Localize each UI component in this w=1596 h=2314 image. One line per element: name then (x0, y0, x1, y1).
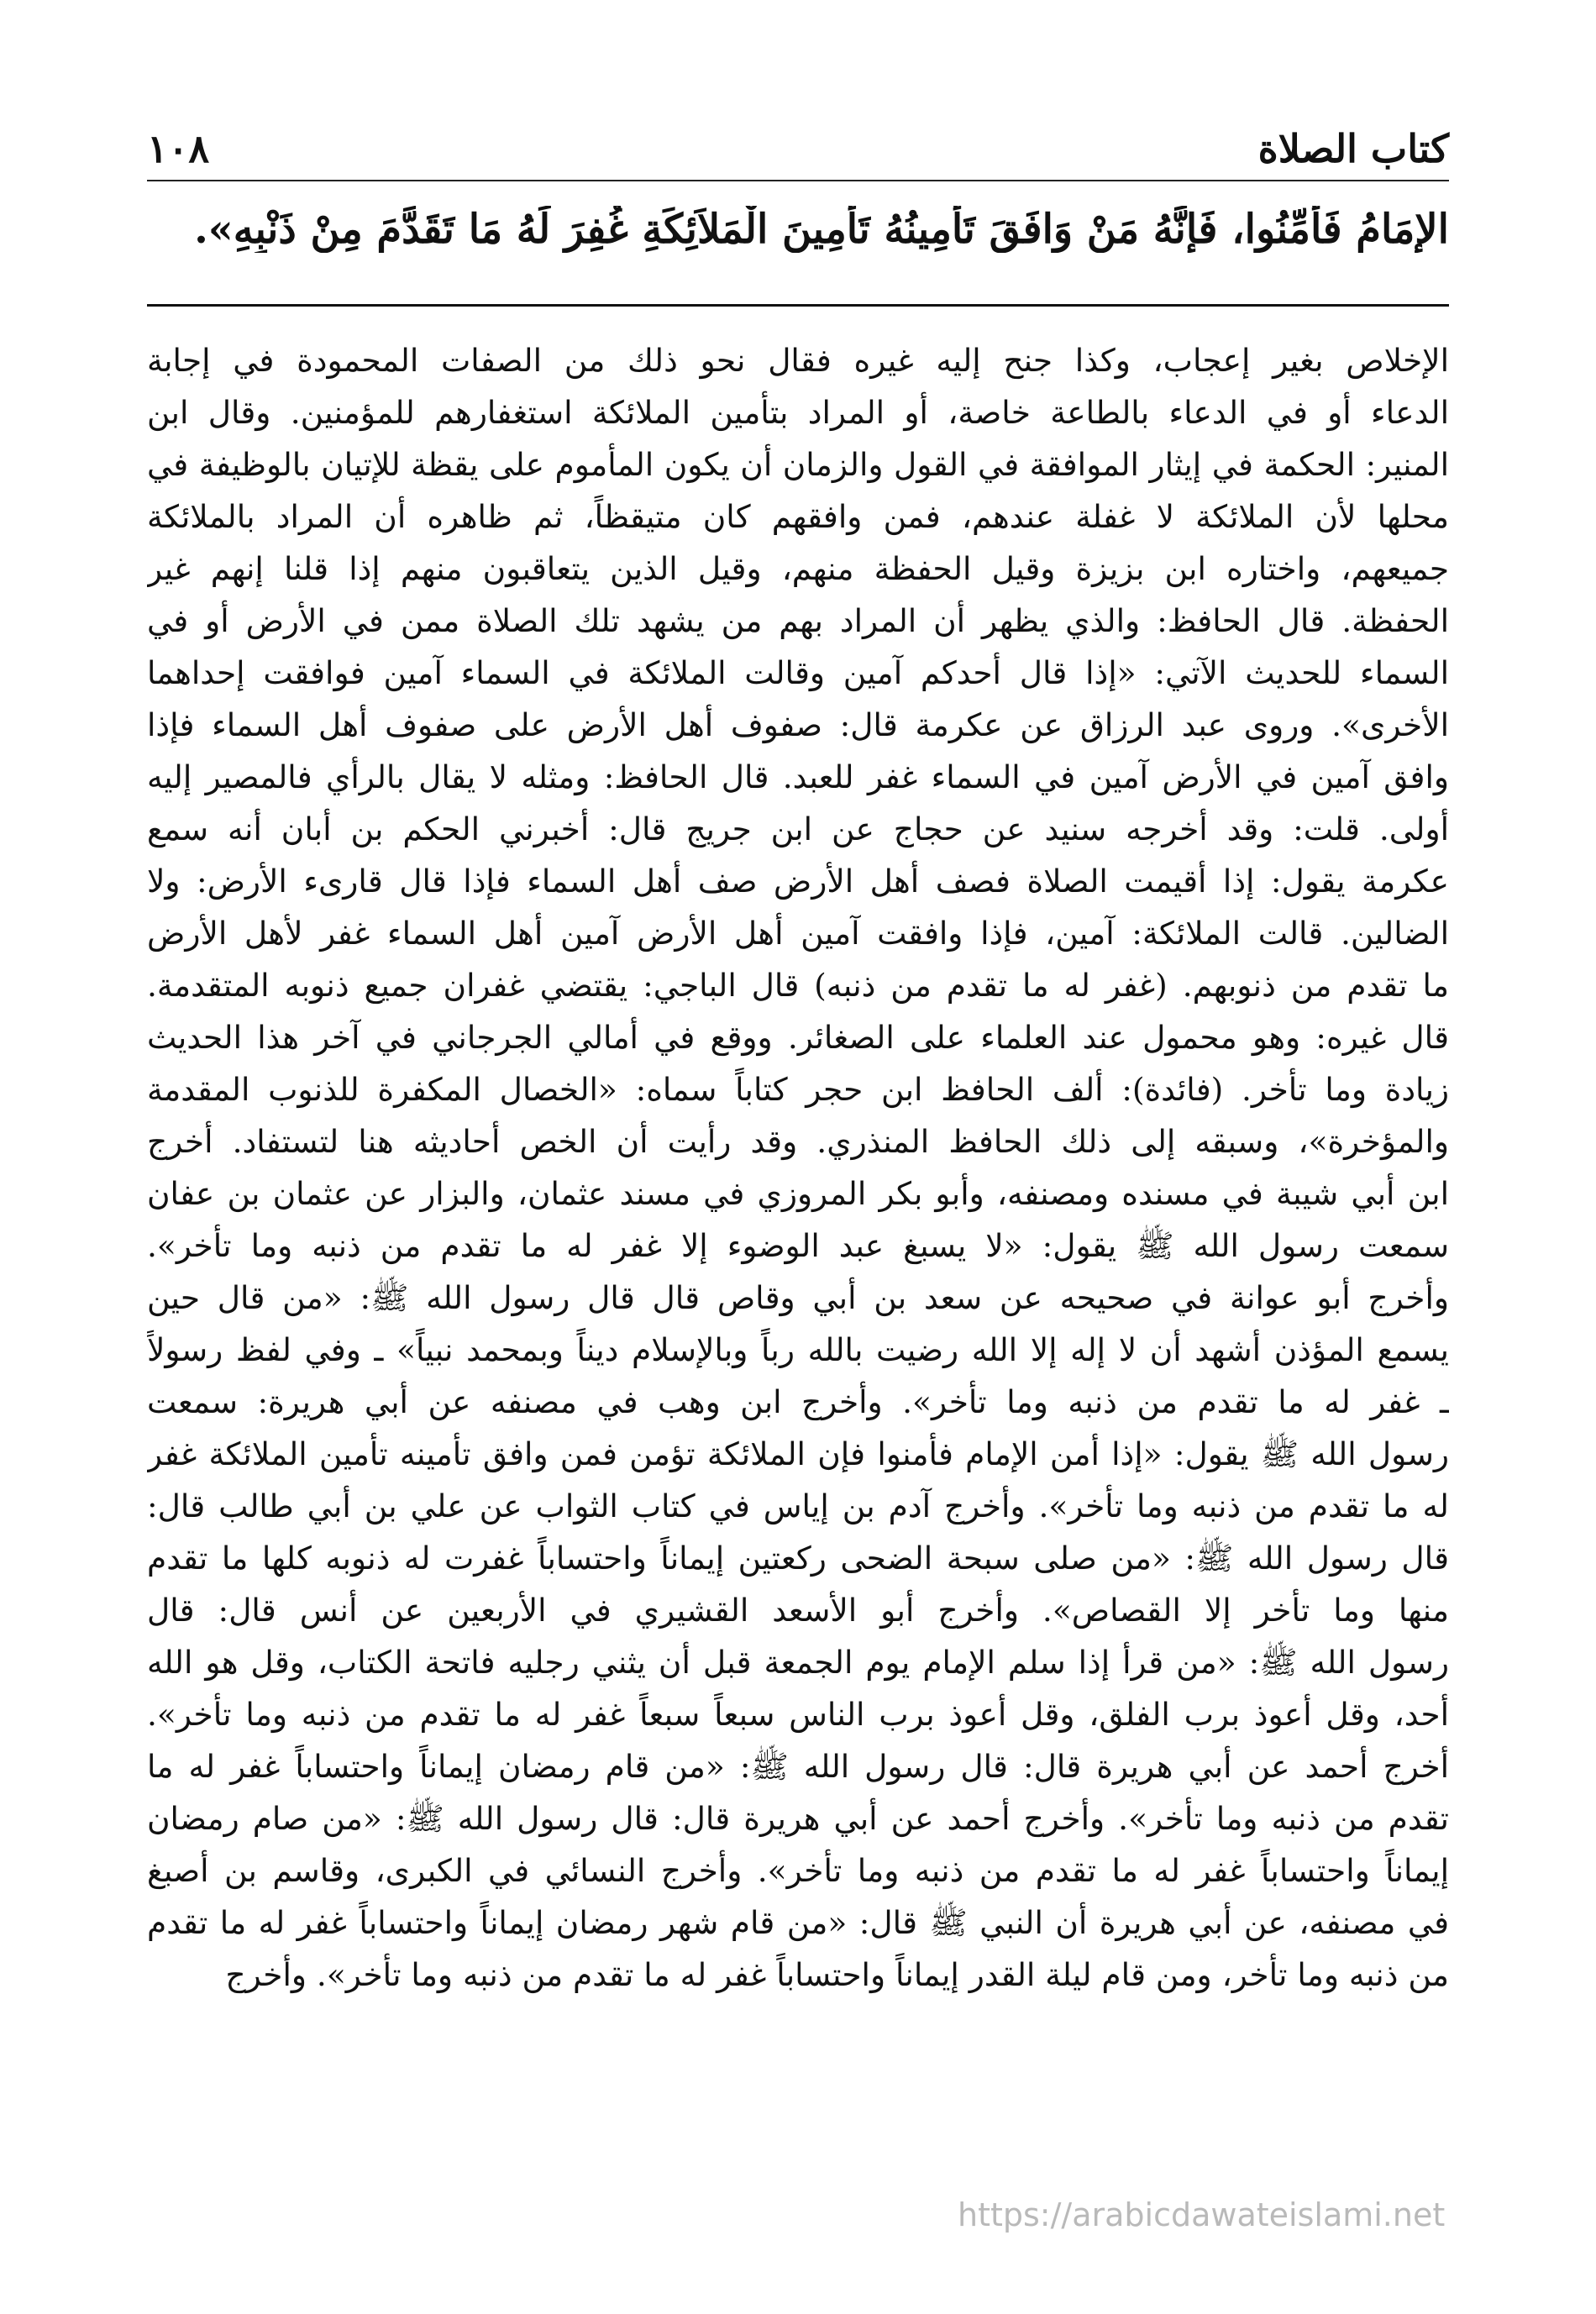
commentary-line: رسول الله ﷺ يقول: «إذا أمن الإمام فأمنوا فإن الملائكة تؤمن فمن وافق تأمينه تأمين الملائكة غفر (147, 1435, 1449, 1472)
commentary-line: أخرج أحمد عن أبي هريرة قال: قال رسول الله ﷺ: «من قام رمضان إيماناً واحتساباً غفر له ما (147, 1748, 1449, 1785)
commentary-line: يسمع المؤذن أشهد أن لا إله إلا الله رضيت بالله رباً وبالإسلام ديناً وبمحمد نبياً» ـ وفي لفظ رسولاً (147, 1331, 1449, 1368)
header-divider (147, 180, 1449, 181)
commentary-line: ما تقدم من ذنوبهم. (غفر له ما تقدم من ذنبه) قال الباجي: يقتضي غفران جميع ذنوبه المتقدمة. (147, 967, 1449, 1004)
commentary-line: رسول الله ﷺ: «من قرأ إذا سلم الإمام يوم الجمعة قبل أن يثني رجليه فاتحة الكتاب، وقل هو الله (147, 1644, 1449, 1681)
page-header (147, 126, 1449, 176)
commentary-line: محلها لأن الملائكة لا غفلة عندهم، فمن وافقهم كان متيقظاً، ثم ظاهره أن المراد بالملائكة (147, 498, 1449, 535)
commentary-line: زيادة وما تأخر. (فائدة): ألف الحافظ ابن حجر كتاباً سماه: «الخصال المكفرة للذنوب المقدمة (147, 1071, 1449, 1108)
commentary-line: الضالين. قالت الملائكة: آمين، فإذا وافقت آمين أهل الأرض آمين أهل السماء غفر لأهل الأرض (147, 915, 1449, 952)
commentary-line: تقدم من ذنبه وما تأخر». وأخرج أحمد عن أبي هريرة قال: قال رسول الله ﷺ: «من صام رمضان (147, 1800, 1449, 1837)
commentary-line: الدعاء أو في الدعاء بالطاعة خاصة، أو المراد بتأمين الملائكة استغفارهم للمؤمنين. وقال ابن (147, 394, 1449, 431)
commentary-line: وافق آمين في الأرض آمين في السماء غفر للعبد. قال الحافظ: ومثله لا يقال بالرأي فالمصير إليه (147, 758, 1449, 795)
commentary-line: ابن أبي شيبة في مسنده ومصنفه، وأبو بكر المروزي في مسند عثمان، والبزار عن عثمان بن عفان (147, 1175, 1449, 1212)
commentary-line: قال رسول الله ﷺ: «من صلى سبحة الضحى ركعتين إيماناً واحتساباً غفرت له ذنوبه كلها ما تقدم (147, 1540, 1449, 1577)
commentary-line: أحد، وقل أعوذ برب الفلق، وقل أعوذ برب الناس سبعاً سبعاً غفر له ما تقدم من ذنبه وما تأخر». (147, 1696, 1449, 1733)
commentary-line: والمؤخرة»، وسبقه إلى ذلك الحافظ المنذري. وقد رأيت أن الخص أحاديثه هنا لتستفاد. أخرج (147, 1123, 1449, 1160)
commentary-line: إيماناً واحتساباً غفر له ما تقدم من ذنبه وما تأخر». وأخرج النسائي في الكبرى، وقاسم بن أصبغ (147, 1852, 1449, 1889)
running-title: كتاب الصلاة (1257, 126, 1449, 171)
page-number: ١٠٨ (147, 126, 210, 171)
commentary-line: عكرمة يقول: إذا أقيمت الصلاة فصف أهل الأرض صف أهل السماء فإذا قال قارىء الأرض: ولا (147, 863, 1449, 900)
commentary-line: الأخرى». وروى عبد الرزاق عن عكرمة قال: صفوف أهل الأرض على صفوف أهل السماء فإذا (147, 706, 1449, 743)
commentary-line: سمعت رسول الله ﷺ يقول: «لا يسبغ عبد الوضوء إلا غفر له ما تقدم من ذنبه وما تأخر». (147, 1227, 1449, 1264)
watermark-url: https://arabicdawateislami.net (958, 2196, 1446, 2233)
commentary-line: ـ غفر له ما تقدم من ذنبه وما تأخر». وأخرج ابن وهب في مصنفه عن أبي هريرة: سمعت (147, 1383, 1449, 1420)
commentary-line: جميعهم، واختاره ابن بزيزة وقيل الحفظة منهم، وقيل الذين يتعاقبون منهم إذا قلنا إنهم غير (147, 550, 1449, 587)
commentary-line: المنير: الحكمة في إيثار الموافقة في القول والزمان أن يكون المأموم على يقظة للإتيان بالوظيفة في (147, 446, 1449, 483)
commentary-line: في مصنفه، عن أبي هريرة أن النبي ﷺ قال: «من قام شهر رمضان إيماناً واحتساباً غفر له ما تقدم (147, 1904, 1449, 1941)
hadith-text: الإِمَامُ فَأَمِّنُوا، فَإِنَّهُ مَنْ وَافَقَ تَأْمِينُهُ تَأْمِينَ الْمَلاَئِكَةِ غُفِرَ لَهُ مَا تَقَدَّمَ مِنْ ذَنْبِهِ». (194, 206, 1449, 253)
commentary-line: أولى. قلت: وقد أخرجه سنيد عن حجاج عن ابن جريج قال: أخبرني الحكم بن أبان أنه سمع (147, 811, 1449, 847)
commentary-line: قال غيره: وهو محمول عند العلماء على الصغائر. ووقع في أمالي الجرجاني في آخر هذا الحديث (147, 1019, 1449, 1056)
commentary-line: من ذنبه وما تأخر، ومن قام ليلة القدر إيماناً واحتساباً غفر له ما تقدم من ذنبه وما تأخر». وأخرج (225, 1956, 1449, 1993)
commentary-line: السماء للحديث الآتي: «إذا قال أحدكم آمين وقالت الملائكة في السماء آمين فوافقت إحداهما (147, 654, 1449, 691)
commentary-line: الحفظة. قال الحافظ: والذي يظهر أن المراد بهم من يشهد تلك الصلاة ممن في الأرض أو في (147, 602, 1449, 639)
commentary-line: له ما تقدم من ذنبه وما تأخر». وأخرج آدم بن إياس في كتاب الثواب عن علي بن أبي طالب قال: (147, 1488, 1449, 1524)
commentary-line: منها وما تأخر إلا القصاص». وأخرج أبو الأسعد القشيري في الأربعين عن أنس قال: قال (147, 1592, 1449, 1629)
commentary-line: وأخرج أبو عوانة في صحيحه عن سعد بن أبي وقاص قال قال رسول الله ﷺ: «من قال حين (147, 1279, 1449, 1316)
commentary-body (147, 334, 1449, 2001)
section-divider (147, 304, 1449, 307)
commentary-line: الإخلاص بغير إعجاب، وكذا جنح إليه غيره فقال نحو ذلك من الصفات المحمودة في إجابة (147, 342, 1449, 379)
